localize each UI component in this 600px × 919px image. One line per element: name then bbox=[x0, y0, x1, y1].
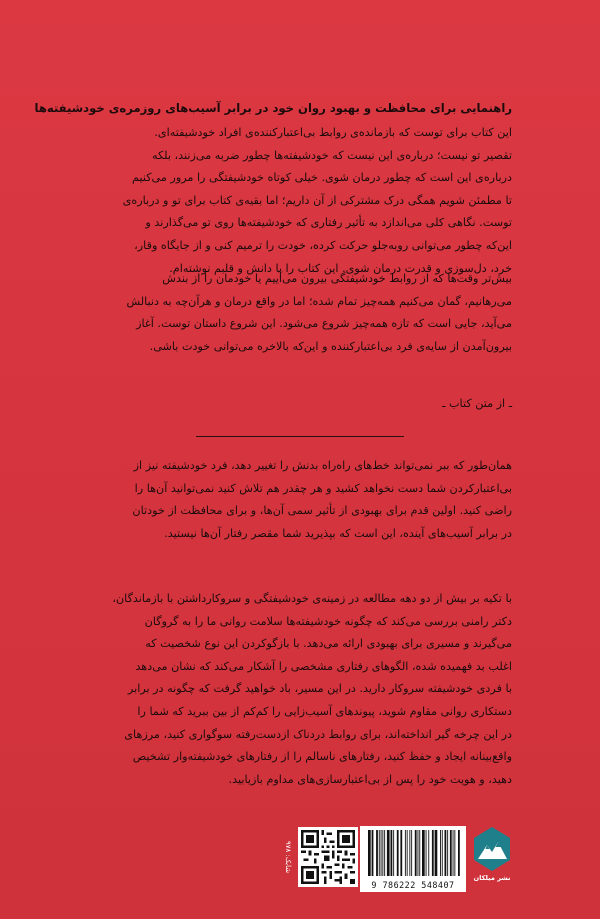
section-divider bbox=[196, 436, 404, 437]
isbn-barcode bbox=[360, 826, 466, 892]
text-line: بی‌اعتبارکردن شما دست نخواهد کشید و هر چقدر هم تلاش کنید نمی‌توانید آن‌ها را bbox=[134, 481, 512, 495]
text-line: تقصیر تو نیست؛ درباره‌ی این نیست که خودشیفته‌ها چطور ضربه می‌زنند، بلکه bbox=[151, 148, 512, 162]
text-line: می‌رهانیم، گمان می‌کنیم همه‌چیز تمام شده؛ اما در واقع درمان و هرآن‌چه به دنبالش bbox=[126, 294, 512, 308]
isbn-number: 9 786222 548407 bbox=[371, 880, 455, 890]
publisher-mountain-icon bbox=[472, 826, 512, 872]
text-line: دکتر رامنی بررسی می‌کند که چگونه خودشیفته‌ها سلامت روانی ما را به گروگان bbox=[144, 614, 512, 628]
text-line: واقع‌بینانه ایجاد و حفظ کنید، رفتارهای ناسالم را از رفتارهای خودشیفته‌وار تشخیص bbox=[132, 750, 512, 764]
text-line: خرد، دل‌سوزی و قدرت درمان شوی. این کتاب را با دانش و قلبم نوشته‌ام. bbox=[169, 261, 512, 275]
qr-code-icon bbox=[301, 830, 355, 884]
qr-caption: شابک: ۹۷۸ bbox=[284, 840, 292, 874]
text-line: دستکاری روانی مقاوم شوید، پیوندهای آسیب‌زایی را کم‌کم از بین ببرید که شما را bbox=[137, 704, 512, 718]
text-line: تا مطمئن شویم همگی درک مشترکی از آن داریم؛ اما بقیه‌ی کتاب برای تو و درباره‌ی bbox=[122, 193, 512, 207]
text-line: دهید، و هویت خود را پس از بی‌اعتبارسازی‌های مداوم بازیابید. bbox=[228, 772, 512, 786]
text-line: بیرون‌آمدن از سایه‌ی فرد بی‌اعتبارکننده و این‌که بالاخره می‌توانی خودت باشی. bbox=[149, 339, 512, 353]
text-line: در این چرخه گیر انداخته‌اند، برای روابط دردناک ازدست‌رفته سوگواری کنید، مرزهای bbox=[124, 727, 512, 741]
publisher-name: نشر میلکان bbox=[473, 874, 511, 882]
publisher-logo bbox=[472, 826, 512, 890]
author-paragraph bbox=[108, 588, 512, 791]
text-line: راضی کنید. اولین قدم برای بهبودی از تأثیر سمی آن‌ها، و برای محافظت از خودتان bbox=[132, 504, 512, 518]
text-line: می‌آید، جایی است که تازه همه‌چیز شروع می‌شود. این شروع داستان توست. آغاز bbox=[136, 317, 512, 331]
excerpt-source: ـ از متن کتاب ـ bbox=[442, 397, 512, 410]
barcode-icon bbox=[368, 830, 460, 876]
qr-code[interactable] bbox=[298, 827, 358, 887]
text-line: توست. نگاهی کلی می‌اندازد به تأثیر رفتاری که خودشیفته‌ها روی تو می‌گذارند و bbox=[145, 216, 512, 230]
text-line: درباره‌ی این است که چطور درمان شوی. خیلی کوتاه خودشیفتگی را مرور می‌کنیم bbox=[132, 171, 512, 185]
book-subtitle: راهنمایی برای محافظت و بهبود روان خود در برابر آسیب‌های روزمره‌ی خودشیفته‌ها bbox=[34, 101, 512, 115]
text-line: بیش‌تر وقت‌ها که از روابط خودشیفتگی بیرون می‌آییم یا خودمان را از بندش bbox=[162, 272, 512, 285]
intro-paragraph bbox=[108, 122, 512, 280]
text-line: اغلب بد فهمیده شده، الگوهای رفتاری مشخصی را آشکار می‌کند که نشان می‌دهد bbox=[135, 659, 512, 673]
text-line: در برابر آسیب‌های آینده، این است که بپذیرید شما مقصر رفتار آن‌ها نیستید. bbox=[164, 526, 512, 540]
text-line: این کتاب برای توست که بازمانده‌ی روابط بی‌اعتبارکننده‌ی افراد خودشیفته‌ای. bbox=[154, 126, 512, 139]
text-line: می‌گیرند و مسیری برای بهبودی ارائه می‌دهد. با بازگوکردن این نوع شخصیت که bbox=[145, 637, 512, 651]
excerpt-paragraph bbox=[108, 268, 512, 358]
text-line: این‌که چطور می‌توانی روبه‌جلو حرکت کرده، خودت را ترمیم کنی و از جایگاه وقار، bbox=[134, 238, 512, 252]
text-line: با فردی خودشیفته سروکار دارید. در این مسیر، باد خواهید گرفت که چگونه در برابر bbox=[127, 682, 512, 696]
text-line: با تکیه بر بیش از دو دهه مطالعه در زمینه‌ی خودشیفتگی و سروکارداشتن با بازماندگان، bbox=[112, 592, 512, 605]
text-line: همان‌طور که ببر نمی‌تواند خط‌های راه‌راه بدنش را تغییر دهد، فرد خودشیفته نیز از bbox=[133, 459, 512, 472]
description-paragraph bbox=[108, 455, 512, 545]
